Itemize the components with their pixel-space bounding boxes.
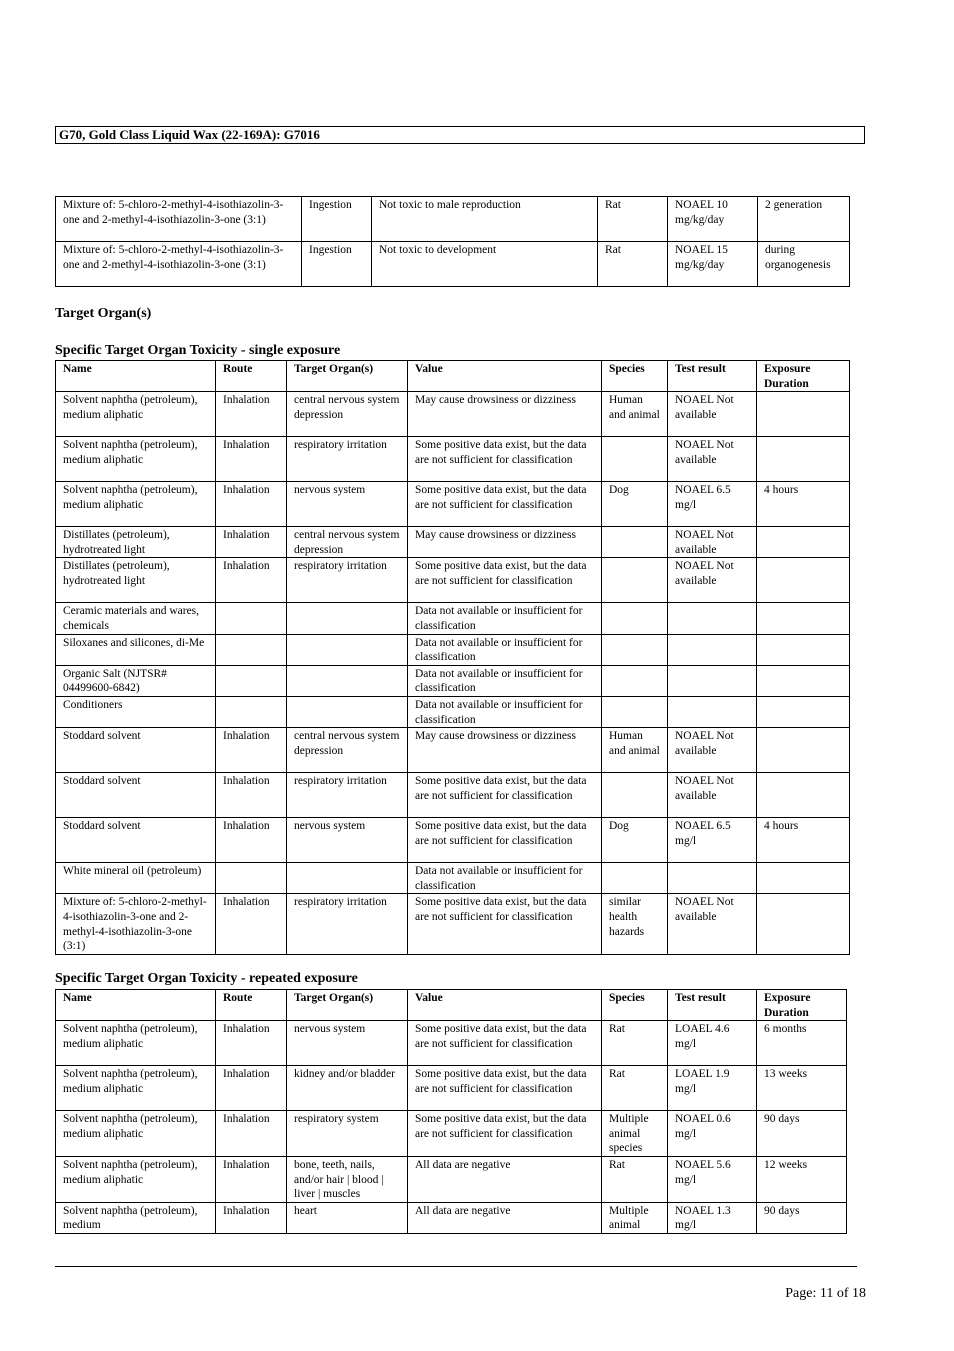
table-cell: NOAEL Not available xyxy=(668,527,757,558)
table-cell xyxy=(216,634,287,665)
table-cell: Some positive data exist, but the data are not sufficient for classification xyxy=(408,1066,602,1111)
table-cell xyxy=(287,696,408,727)
table-cell: Some positive data exist, but the data are not sufficient for classification xyxy=(408,1111,602,1157)
table-cell: Mixture of: 5-chloro-2-methyl-4-isothiazolin-3-one and 2-methyl-4-isothiazolin-3-one (3:1) xyxy=(56,894,216,954)
table-cell: All data are negative xyxy=(408,1202,602,1233)
table-cell: NOAEL Not available xyxy=(668,437,757,482)
table-cell: NOAEL 6.5 mg/l xyxy=(668,818,757,863)
table-cell xyxy=(757,392,850,437)
table-cell xyxy=(757,863,850,894)
table-cell: Inhalation xyxy=(216,1111,287,1157)
table-cell xyxy=(757,603,850,634)
table-cell: similar health hazards xyxy=(602,894,668,954)
table-cell: Inhalation xyxy=(216,1021,287,1066)
table-cell: All data are negative xyxy=(408,1156,602,1202)
table-cell: May cause drowsiness or dizziness xyxy=(408,527,602,558)
table-row xyxy=(56,696,850,727)
table-cell xyxy=(668,696,757,727)
table-cell: Some positive data exist, but the data are not sufficient for classification xyxy=(408,773,602,818)
reproductive-toxicity-table xyxy=(55,196,850,287)
table-cell: Solvent naphtha (petroleum), medium aliphatic xyxy=(56,1021,216,1066)
table-row xyxy=(56,392,850,437)
table-cell: LOAEL 1.9 mg/l xyxy=(668,1066,757,1111)
table-cell: Not toxic to development xyxy=(372,242,598,287)
table-cell: May cause drowsiness or dizziness xyxy=(408,392,602,437)
table-row xyxy=(56,1156,847,1202)
table-cell: 6 months xyxy=(757,1021,847,1066)
table-cell: Some positive data exist, but the data are not sufficient for classification xyxy=(408,558,602,603)
table-cell xyxy=(216,603,287,634)
table-cell: nervous system xyxy=(287,818,408,863)
table-cell: 13 weeks xyxy=(757,1066,847,1111)
table-cell: 12 weeks xyxy=(757,1156,847,1202)
table-cell: Rat xyxy=(598,242,668,287)
table-cell: Distillates (petroleum), hydrotreated light xyxy=(56,527,216,558)
table-cell: 90 days xyxy=(757,1111,847,1157)
table-cell: Inhalation xyxy=(216,728,287,773)
table-cell xyxy=(602,527,668,558)
column-header: Target Organ(s) xyxy=(287,990,408,1021)
table-cell: NOAEL 15 mg/kg/day xyxy=(668,242,758,287)
table-cell: Inhalation xyxy=(216,1156,287,1202)
table-cell: Inhalation xyxy=(216,773,287,818)
table-cell: Inhalation xyxy=(216,482,287,527)
table-cell xyxy=(287,603,408,634)
table-cell: Conditioners xyxy=(56,696,216,727)
table-cell xyxy=(757,696,850,727)
table-cell xyxy=(602,437,668,482)
column-header: Route xyxy=(216,361,287,392)
table-cell: NOAEL Not available xyxy=(668,773,757,818)
column-header: Value xyxy=(408,361,602,392)
repeated-exposure-table xyxy=(55,989,847,1234)
table-cell: Stoddard solvent xyxy=(56,728,216,773)
table-row xyxy=(56,242,850,287)
table-cell: Mixture of: 5-chloro-2-methyl-4-isothiazolin-3-one and 2-methyl-4-isothiazolin-3-one (3:1) xyxy=(56,197,302,242)
table-row xyxy=(56,482,850,527)
table-cell: NOAEL Not available xyxy=(668,558,757,603)
table-cell: NOAEL 1.3 mg/l xyxy=(668,1202,757,1233)
table-row xyxy=(56,1066,847,1111)
table-cell xyxy=(757,894,850,954)
table-cell xyxy=(757,634,850,665)
table-cell: Dog xyxy=(602,482,668,527)
table-cell xyxy=(602,863,668,894)
table-cell: Stoddard solvent xyxy=(56,818,216,863)
table-cell: Inhalation xyxy=(216,818,287,863)
table-cell: Human and animal xyxy=(602,728,668,773)
table-cell: Rat xyxy=(602,1066,668,1111)
target-organs-heading: Target Organ(s) xyxy=(55,306,152,321)
table-cell xyxy=(757,773,850,818)
table-cell: during organogenesis xyxy=(758,242,850,287)
table-cell: NOAEL Not available xyxy=(668,392,757,437)
table-cell: Inhalation xyxy=(216,894,287,954)
table-cell: Inhalation xyxy=(216,1066,287,1111)
column-header: Test result xyxy=(668,361,757,392)
column-header: Species xyxy=(602,361,668,392)
table-cell: respiratory irritation xyxy=(287,773,408,818)
table-cell: Data not available or insufficient for classification xyxy=(408,863,602,894)
column-header: Name xyxy=(56,990,216,1021)
column-header: Test result xyxy=(668,990,757,1021)
table-row xyxy=(56,773,850,818)
document-title: G70, Gold Class Liquid Wax (22-169A): G7016 xyxy=(55,126,865,144)
table-cell: Some positive data exist, but the data are not sufficient for classification xyxy=(408,1021,602,1066)
table-cell xyxy=(287,634,408,665)
table-cell: central nervous system depression xyxy=(287,527,408,558)
table-cell: Siloxanes and silicones, di-Me xyxy=(56,634,216,665)
table-cell xyxy=(287,863,408,894)
table-cell: Multiple animal xyxy=(602,1202,668,1233)
table-cell: White mineral oil (petroleum) xyxy=(56,863,216,894)
table-cell xyxy=(668,665,757,696)
column-header: Target Organ(s) xyxy=(287,361,408,392)
table-cell xyxy=(757,665,850,696)
page-number: Page: 11 of 18 xyxy=(785,1286,866,1301)
table-cell: Ingestion xyxy=(302,197,372,242)
column-header: Exposure Duration xyxy=(757,361,850,392)
table-cell: central nervous system depression xyxy=(287,392,408,437)
table-cell: May cause drowsiness or dizziness xyxy=(408,728,602,773)
table-cell: kidney and/or bladder xyxy=(287,1066,408,1111)
table-cell: Data not available or insufficient for classification xyxy=(408,696,602,727)
table-cell xyxy=(757,558,850,603)
table-row xyxy=(56,818,850,863)
table-cell xyxy=(287,665,408,696)
table-cell: NOAEL Not available xyxy=(668,728,757,773)
single-exposure-heading: Specific Target Organ Toxicity - single exposure xyxy=(55,343,341,358)
table-row xyxy=(56,1202,847,1233)
table-cell: Data not available or insufficient for classification xyxy=(408,603,602,634)
table-cell xyxy=(602,665,668,696)
table-cell: NOAEL 0.6 mg/l xyxy=(668,1111,757,1157)
table-cell: Data not available or insufficient for classification xyxy=(408,634,602,665)
repeated-exposure-heading: Specific Target Organ Toxicity - repeated exposure xyxy=(55,971,358,986)
table-cell: 4 hours xyxy=(757,818,850,863)
table-cell: Solvent naphtha (petroleum), medium aliphatic xyxy=(56,1066,216,1111)
table-cell: Inhalation xyxy=(216,558,287,603)
table-cell: Multiple animal species xyxy=(602,1111,668,1157)
table-cell: heart xyxy=(287,1202,408,1233)
table-cell xyxy=(668,863,757,894)
table-cell: NOAEL 6.5 mg/l xyxy=(668,482,757,527)
table-cell: respiratory irritation xyxy=(287,558,408,603)
table-cell: Data not available or insufficient for classification xyxy=(408,665,602,696)
column-header: Species xyxy=(602,990,668,1021)
table-cell: Solvent naphtha (petroleum), medium aliphatic xyxy=(56,1111,216,1157)
table-cell xyxy=(216,863,287,894)
footer-divider xyxy=(55,1266,857,1267)
table-row xyxy=(56,1021,847,1066)
table-cell: respiratory irritation xyxy=(287,894,408,954)
table-cell: Some positive data exist, but the data are not sufficient for classification xyxy=(408,482,602,527)
column-header: Exposure Duration xyxy=(757,990,847,1021)
table-cell xyxy=(602,603,668,634)
table-cell: bone, teeth, nails, and/or hair | blood | liver | muscles xyxy=(287,1156,408,1202)
table-cell: Inhalation xyxy=(216,437,287,482)
table-cell xyxy=(757,437,850,482)
table-cell: Solvent naphtha (petroleum), medium aliphatic xyxy=(56,1156,216,1202)
table-cell: Human and animal xyxy=(602,392,668,437)
table-cell: Not toxic to male reproduction xyxy=(372,197,598,242)
table-cell: nervous system xyxy=(287,482,408,527)
table-cell: Solvent naphtha (petroleum), medium xyxy=(56,1202,216,1233)
table-row xyxy=(56,197,850,242)
table-cell xyxy=(757,728,850,773)
table-row xyxy=(56,863,850,894)
table-cell: Solvent naphtha (petroleum), medium aliphatic xyxy=(56,482,216,527)
column-header: Route xyxy=(216,990,287,1021)
table-cell: central nervous system depression xyxy=(287,728,408,773)
table-cell: Some positive data exist, but the data are not sufficient for classification xyxy=(408,437,602,482)
table-cell xyxy=(602,558,668,603)
table-cell: 2 generation xyxy=(758,197,850,242)
table-cell xyxy=(602,773,668,818)
table-cell: Rat xyxy=(602,1156,668,1202)
table-cell xyxy=(757,527,850,558)
table-row xyxy=(56,603,850,634)
table-cell xyxy=(668,603,757,634)
table-cell: Solvent naphtha (petroleum), medium aliphatic xyxy=(56,437,216,482)
table-cell: Mixture of: 5-chloro-2-methyl-4-isothiazolin-3-one and 2-methyl-4-isothiazolin-3-one (3:1) xyxy=(56,242,302,287)
table-cell xyxy=(216,665,287,696)
table-cell: Distillates (petroleum), hydrotreated light xyxy=(56,558,216,603)
table-cell: Solvent naphtha (petroleum), medium aliphatic xyxy=(56,392,216,437)
table-cell: 90 days xyxy=(757,1202,847,1233)
column-header: Value xyxy=(408,990,602,1021)
table-row xyxy=(56,558,850,603)
table-cell: nervous system xyxy=(287,1021,408,1066)
table-row xyxy=(56,894,850,954)
table-cell xyxy=(602,696,668,727)
table-row xyxy=(56,665,850,696)
table-row xyxy=(56,1111,847,1157)
table-cell: Ingestion xyxy=(302,242,372,287)
table-cell: Organic Salt (NJTSR# 04499600-6842) xyxy=(56,665,216,696)
table-cell xyxy=(216,696,287,727)
table-cell: LOAEL 4.6 mg/l xyxy=(668,1021,757,1066)
table-row xyxy=(56,437,850,482)
table-cell: respiratory irritation xyxy=(287,437,408,482)
table-cell: NOAEL 10 mg/kg/day xyxy=(668,197,758,242)
single-exposure-table xyxy=(55,360,850,955)
table-cell: NOAEL Not available xyxy=(668,894,757,954)
table-cell: Some positive data exist, but the data are not sufficient for classification xyxy=(408,818,602,863)
table-cell: respiratory system xyxy=(287,1111,408,1157)
table-cell: Rat xyxy=(602,1021,668,1066)
table-row xyxy=(56,634,850,665)
table-cell: Rat xyxy=(598,197,668,242)
table-row xyxy=(56,728,850,773)
table-cell: 4 hours xyxy=(757,482,850,527)
table-cell: Inhalation xyxy=(216,392,287,437)
table-row xyxy=(56,527,850,558)
table-cell: NOAEL 5.6 mg/l xyxy=(668,1156,757,1202)
table-cell xyxy=(668,634,757,665)
column-header: Name xyxy=(56,361,216,392)
table-cell: Inhalation xyxy=(216,527,287,558)
table-cell: Ceramic materials and wares, chemicals xyxy=(56,603,216,634)
table-cell xyxy=(602,634,668,665)
table-cell: Dog xyxy=(602,818,668,863)
table-cell: Inhalation xyxy=(216,1202,287,1233)
table-cell: Some positive data exist, but the data are not sufficient for classification xyxy=(408,894,602,954)
table-cell: Stoddard solvent xyxy=(56,773,216,818)
